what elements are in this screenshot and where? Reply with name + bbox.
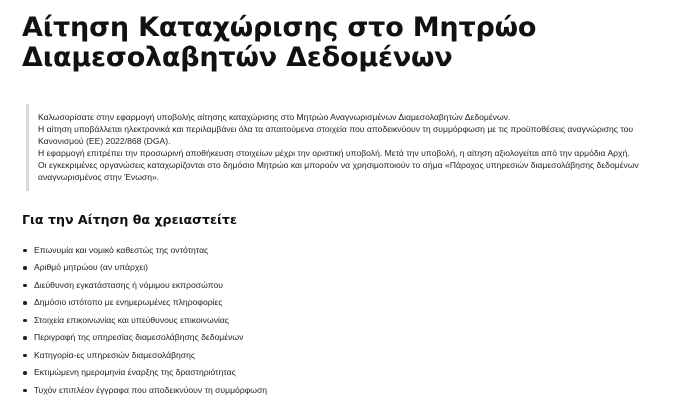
list-item xyxy=(22,312,671,330)
list-item-text: Διεύθυνση εγκατάστασης ή νόμιμου εκπροσώπου xyxy=(34,279,223,290)
list-item xyxy=(22,242,671,260)
list-item-text: Τυχόν επιπλέον έγγραφα που αποδεικνύουν τη συμμόρφωση xyxy=(34,384,268,395)
list-item xyxy=(22,329,671,347)
list-item xyxy=(22,277,671,295)
list-item-text: Δημόσιο ιστότοπο με ενημερωμένες πληροφορίες xyxy=(34,297,223,308)
bullet-icon xyxy=(23,354,27,358)
list-item xyxy=(22,259,671,277)
intro-paragraph-registry: Οι εγκεκριμένες οργανώσεις καταχωρίζονται στο δημόσιο Μητρώο και μπορούν να χρησιμοποιούν το σήμα «Πάροχος υπηρεσιών διαμεσολάβησης δεδομένων αναγνωρισμένος στην Ένωση». xyxy=(38,160,639,183)
list-item-text: Στοιχεία επικοινωνίας και υπεύθυνους επικοινωνίας xyxy=(34,314,230,325)
intro-callout xyxy=(26,104,671,191)
bullet-icon xyxy=(23,389,27,393)
requirements-list xyxy=(22,242,671,400)
intro-paragraph-saving: Η εφαρμογή επιτρέπει την προσωρινή αποθήκευση στοιχείων μέχρι την οριστική υποβολή. Μετά την υποβολή, η αίτηση αξιολογείται από την αρμόδια Αρχή. xyxy=(38,148,630,159)
list-item-text: Αριθμό μητρώου (αν υπάρχει) xyxy=(34,262,149,273)
intro-paragraph-welcome: Καλωσορίσατε στην εφαρμογή υποβολής αίτησης καταχώρισης στο Μητρώο Αναγνωρισμένων Διαμεσολαβητών Δεδομένων. xyxy=(38,112,511,122)
bullet-icon xyxy=(23,336,27,340)
list-item-text: Κατηγορία-ες υπηρεσιών διαμεσολάβησης xyxy=(34,349,196,360)
list-item xyxy=(22,347,671,365)
intro-paragraph-submission: Η αίτηση υποβάλλεται ηλεκτρονικά και περιλαμβάνει όλα τα απαιτούμενα στοιχεία που αποδεικνύουν τη συμμόρφωση με τις προϋποθέσεις αναγνώρισης του Κανονισμού (ΕΕ) 2022/868 (DGA). xyxy=(38,124,634,147)
page-title xyxy=(22,13,671,73)
bullet-icon xyxy=(23,371,27,375)
bullet-icon xyxy=(23,249,27,253)
list-item-text: Επωνυμία και νομικό καθεστώς της οντότητας xyxy=(34,244,209,255)
page-title-line-2: Διαμεσολαβητών Δεδομένων xyxy=(22,42,453,73)
list-item xyxy=(22,294,671,312)
list-item-text: Εκτιμώμενη ημερομηνία έναρξης της δραστηριότητας xyxy=(34,367,236,378)
list-item xyxy=(22,382,671,400)
bullet-icon xyxy=(23,301,27,305)
page-title-line-1: Αίτηση Καταχώρισης στο Μητρώο xyxy=(22,12,537,43)
list-item xyxy=(22,364,671,382)
requirements-heading: Για την Αίτηση θα χρειαστείτε xyxy=(22,211,237,227)
bullet-icon xyxy=(23,319,27,323)
bullet-icon xyxy=(23,266,27,270)
list-item-text: Περιγραφή της υπηρεσίας διαμεσολάβησης δεδομένων xyxy=(34,332,244,343)
bullet-icon xyxy=(23,284,27,288)
